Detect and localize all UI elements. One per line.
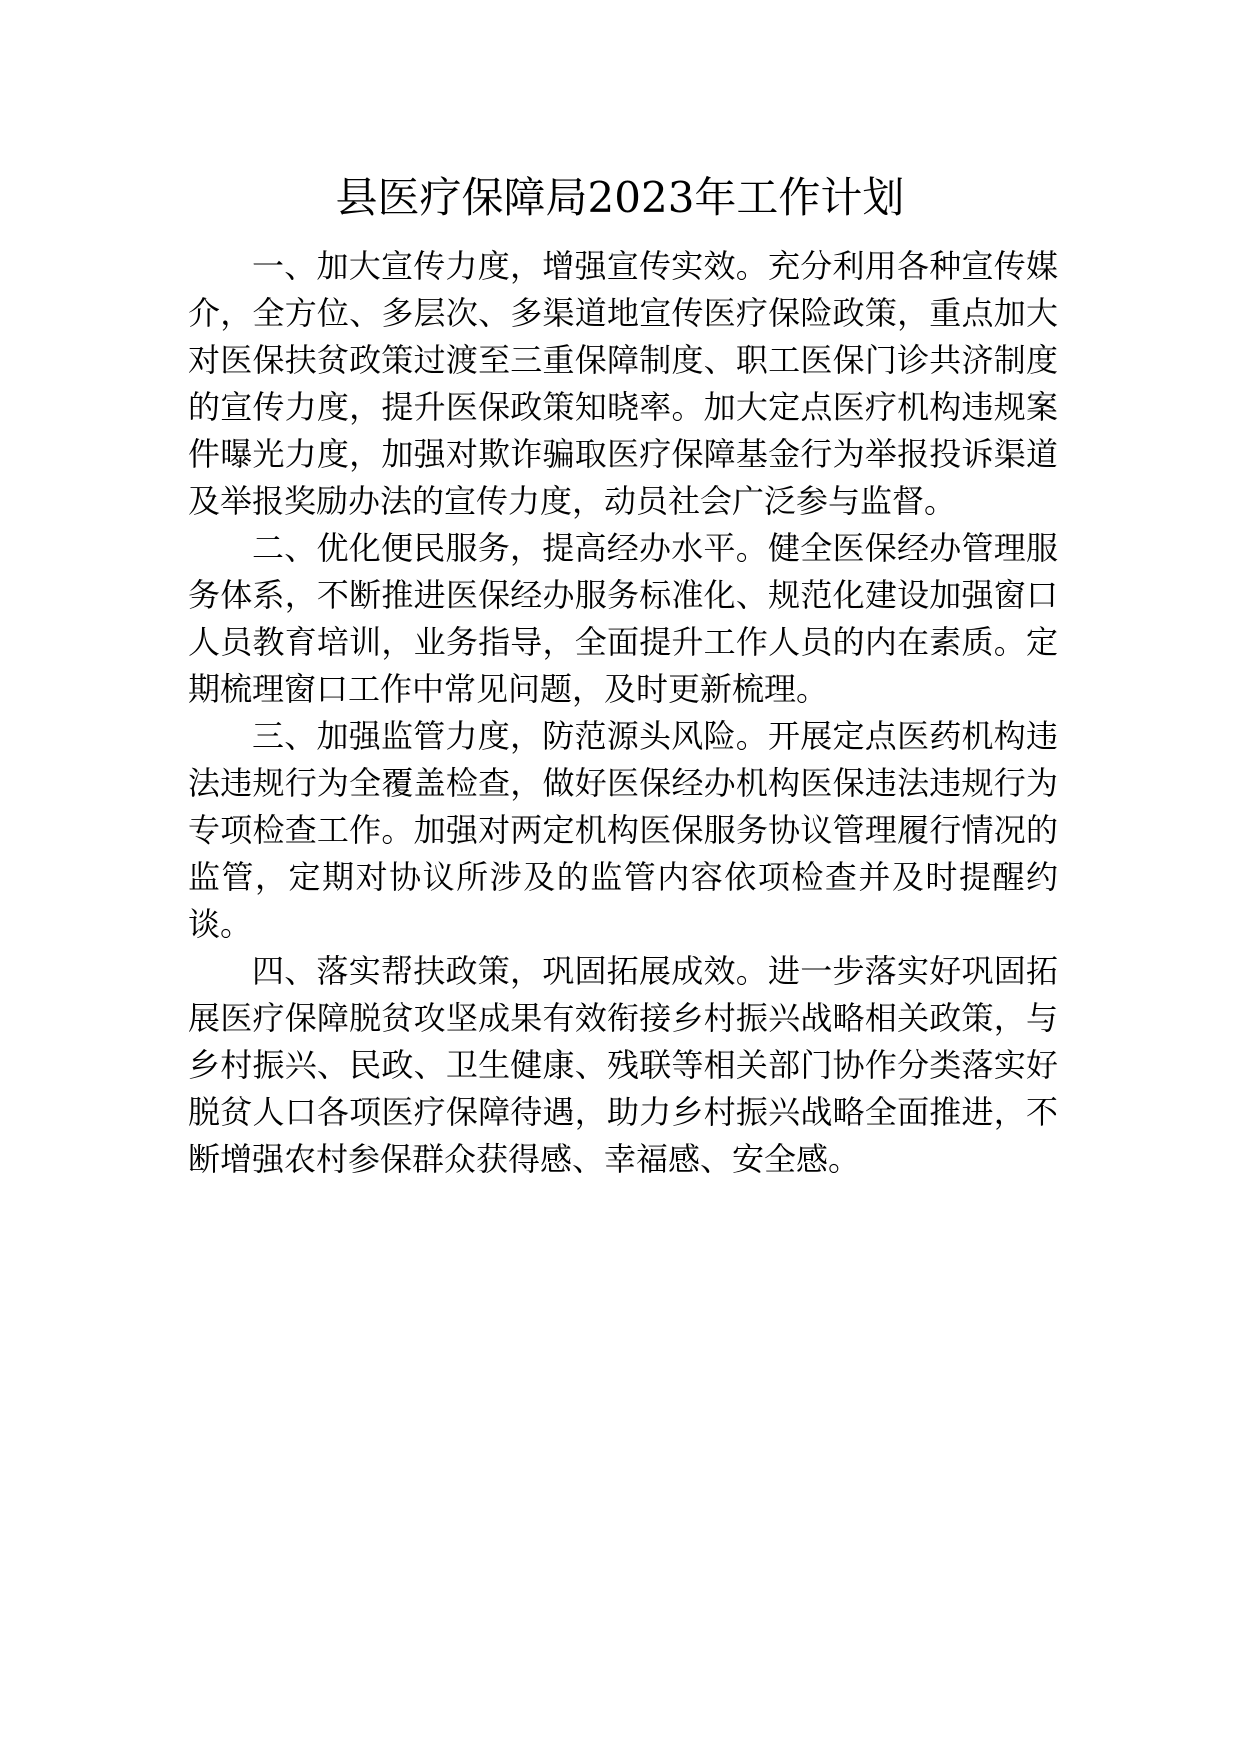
paragraph-1: 一、加大宣传力度，增强宣传实效。充分利用各种宣传媒介，全方位、多层次、多渠道地宣传医疗保险政策，重点加大对医保扶贫政策过渡至三重保障制度、职工医保门诊共济制度的宣传力度，提升医保政策知晓率。加大定点医疗机构违规案件曝光力度，加强对欺诈骗取医疗保障基金行为举报投诉渠道及举报奖励办法的宣传力度，动员社会广泛参与监督。 — [188, 247, 1058, 520]
document-body — [188, 243, 1058, 1183]
document-title: 县医疗保障局2023年工作计划 — [335, 173, 905, 222]
paragraph-4: 四、落实帮扶政策，巩固拓展成效。进一步落实好巩固拓展医疗保障脱贫攻坚成果有效衔接乡村振兴战略相关政策，与乡村振兴、民政、卫生健康、残联等相关部门协作分类落实好脱贫人口各项医疗保障待遇，助力乡村振兴战略全面推进，不断增强农村参保群众获得感、幸福感、安全感。 — [188, 952, 1058, 1178]
paragraph-2: 二、优化便民服务，提高经办水平。健全医保经办管理服务体系，不断推进医保经办服务标准化、规范化建设加强窗口人员教育培训，业务指导，全面提升工作人员的内在素质。定期梳理窗口工作中常见问题，及时更新梳理。 — [188, 529, 1058, 708]
paragraph-3: 三、加强监管力度，防范源头风险。开展定点医药机构违法违规行为全覆盖检查，做好医保经办机构医保违法违规行为专项检查工作。加强对两定机构医保服务协议管理履行情况的监管，定期对协议所涉及的监管内容依项检查并及时提醒约谈。 — [188, 717, 1058, 943]
